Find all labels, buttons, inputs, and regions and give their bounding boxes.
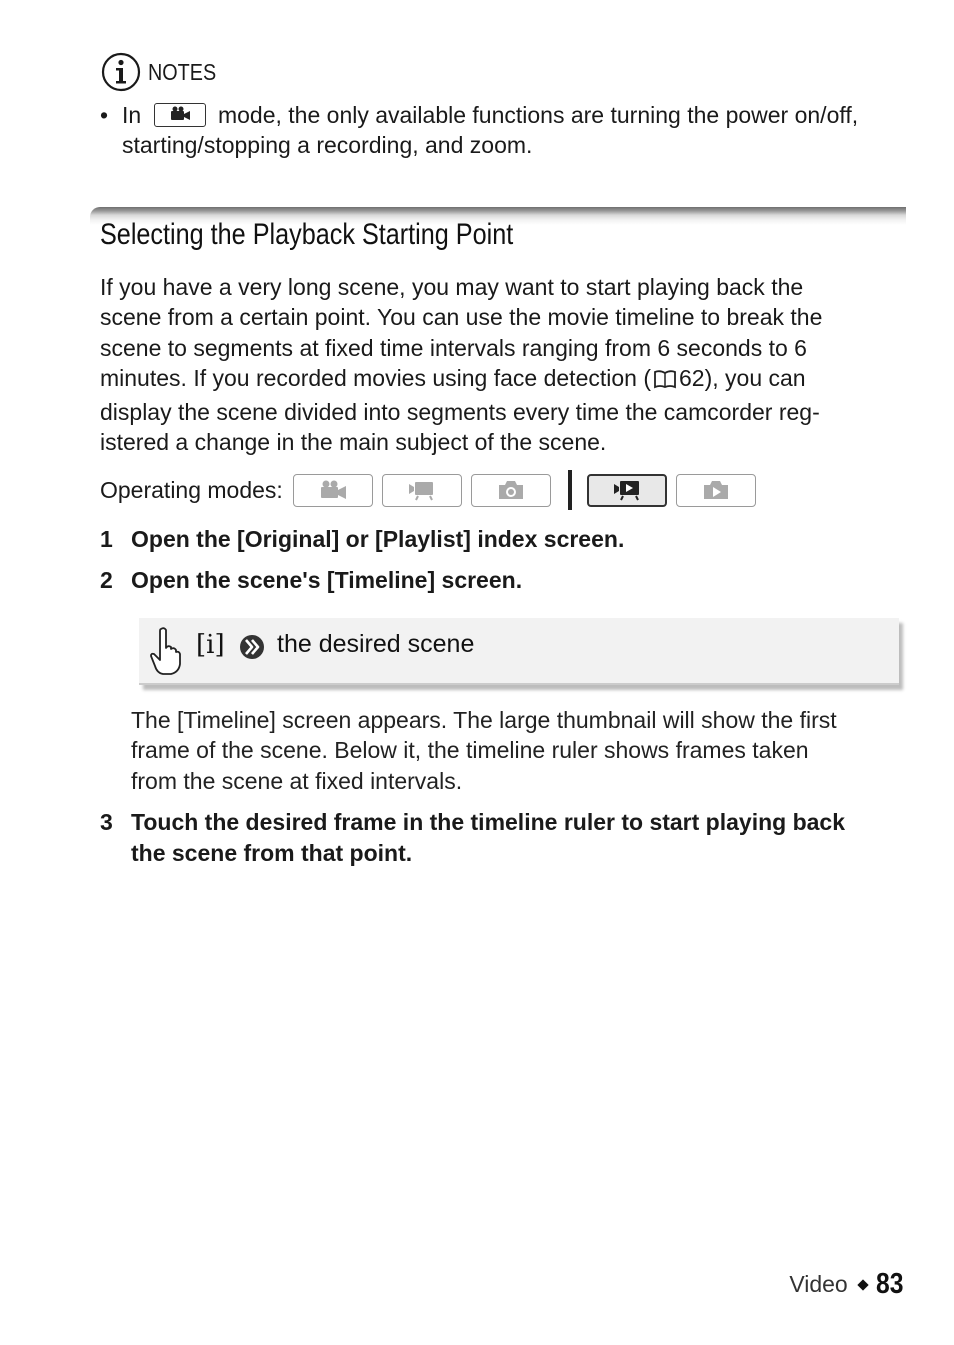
result-line: The [Timeline] screen appears. The large thumbnail will show the first (131, 707, 837, 733)
intro-paragraph (100, 272, 910, 457)
mode-separator (568, 470, 572, 510)
step-text-line: Touch the desired frame in the timeline ruler to start playing back (131, 809, 846, 835)
result-line: frame of the scene. Below it, the timeline ruler shows frames taken (131, 737, 809, 764)
page-ref: 62), you can (679, 365, 806, 392)
auto-mode-icon (293, 474, 373, 507)
photo-playback-icon (676, 474, 756, 507)
notes-header (101, 52, 227, 92)
para-line (100, 363, 910, 396)
result-line: from the scene at fixed intervals. (131, 767, 463, 794)
para-line-text: minutes. If you recorded movies using face detection ( (100, 365, 652, 392)
step-text (131, 807, 910, 869)
page-number: 83 (875, 1268, 904, 1300)
touch-hand-icon (149, 626, 183, 681)
step-text: Open the scene's [Timeline] screen. (131, 567, 523, 593)
info-button-label: [i] (196, 630, 225, 660)
diamond-icon (857, 1279, 868, 1290)
step-number: 3 (100, 809, 113, 835)
result-paragraph (131, 705, 911, 796)
para-line: scene from a certain point. You can use the movie timeline to break the (100, 304, 823, 331)
para-line: istered a change in the main subject of the scene. (100, 429, 607, 456)
step-text-line: the scene from that point. (131, 840, 413, 866)
step-1 (100, 524, 910, 555)
operating-modes-label: Operating modes: (100, 476, 283, 503)
footer-section: Video (789, 1271, 848, 1297)
step-number: 2 (100, 567, 113, 593)
movie-record-icon (382, 474, 462, 507)
step-text: Open the [Original] or [Playlist] index screen. (131, 526, 625, 552)
section-title: Selecting the Playback Starting Point (100, 218, 514, 251)
touch-instruction-box (139, 618, 899, 685)
note-text-end: starting/stopping a recording, and zoom. (122, 132, 533, 158)
book-icon (653, 366, 677, 396)
para-line: scene to segments at fixed time intervals ranging from 6 seconds to 6 (100, 334, 807, 361)
note-text-mid: mode, the only available functions are turning the power on/off, (217, 102, 859, 128)
operating-modes (100, 470, 765, 510)
step-number: 1 (100, 526, 113, 552)
step-3 (100, 807, 910, 869)
page-footer (789, 1268, 908, 1301)
note-text (122, 100, 905, 160)
para-line: If you have a very long scene, you may want to start playing back the (100, 274, 804, 300)
movie-playback-icon (587, 474, 667, 507)
next-arrow-icon (239, 634, 265, 665)
auto-mode-icon (154, 103, 206, 127)
note-text-start: In (122, 102, 142, 128)
notes-label: NOTES (148, 58, 217, 85)
touch-instruction-text: the desired scene (277, 630, 475, 658)
note-bullet (100, 100, 905, 160)
camera-icon (471, 474, 551, 507)
para-line: display the scene divided into segments every time the camcorder reg- (100, 398, 820, 425)
bullet-dot: • (100, 102, 109, 128)
info-icon (101, 52, 141, 92)
step-2 (100, 565, 910, 596)
